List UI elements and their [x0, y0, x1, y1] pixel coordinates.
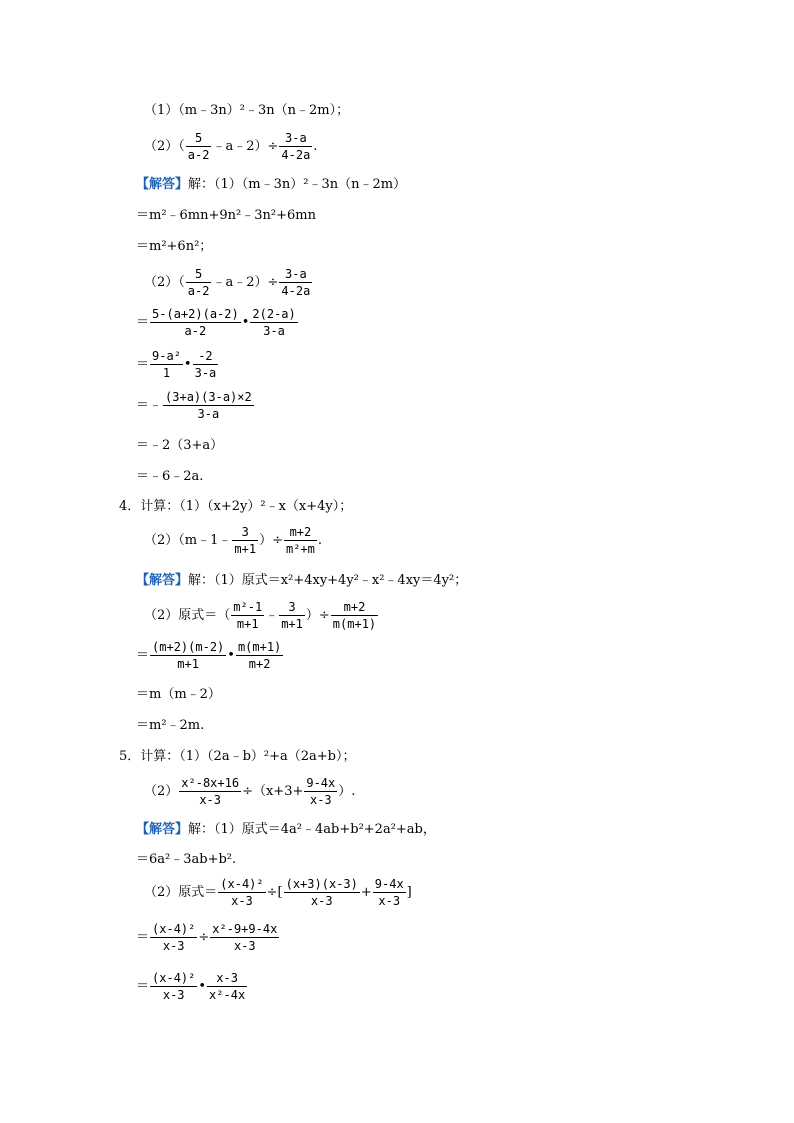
answer-tag: 【解答】: [136, 822, 189, 837]
answer-tag: 【解答】: [136, 177, 189, 192]
p3-step: ＝﹣ (3+a)(3-a)×2 3-a: [136, 390, 252, 421]
p3-question-2: （2）（ 5 a-2 ﹣a﹣2）÷ $\frac{3-a}{4-2a}$ .: [144, 131, 318, 162]
p5-step: ＝ (x-4)² x-3 • x-3 x²-4x: [136, 971, 246, 1002]
fraction: 9-a² 1: [152, 349, 181, 380]
p4-answer-line: 【解答】 解：（1）原式＝x²+4xy+4y²﹣x²﹣4xy＝4y²；: [136, 573, 468, 588]
fraction: 3 m+1: [234, 525, 257, 556]
fraction: (x+3)(x-3) x-3: [285, 877, 358, 908]
p3-step: ＝m²﹣6mn+9n²﹣3n²+6mn: [136, 208, 316, 223]
p3-restate-2: （2）（ 5 a-2 ﹣a﹣2）÷ $\frac{3-a}{4-2a}$: [144, 267, 311, 298]
p5-answer-line: 【解答】 解：（1）原式＝4a²﹣4ab+b²+2a²+ab，: [136, 822, 436, 837]
fraction: 5-(a+2)(a-2) a-2: [152, 307, 239, 338]
fraction: $\frac{9-4x}{x-3}$: [306, 776, 336, 807]
p3-step: ＝﹣2（3+a）: [136, 438, 224, 453]
fraction: $\frac{\text{(x-4)²}}{x-3}$: [220, 877, 264, 908]
p4-question-1: 4．计算：（1）（x+2y）²﹣x（x+4y）；: [119, 499, 353, 514]
fraction: $\frac{\text{x²-8x+16}}{x-3}$: [181, 776, 240, 807]
fraction: (x-4)² x-3: [152, 971, 196, 1002]
p5-restate-2: （2）原式＝ $\frac{\text{(x-4)²}}{x-3}$ ÷[ (x+3)(x-3) x-3 + $\frac{9-4x}{x-3}$ ]: [144, 877, 412, 908]
p3-step: ＝﹣6﹣2a.: [136, 469, 204, 484]
fraction: m²-1 m+1: [233, 600, 263, 631]
p4-step: ＝m²﹣2m.: [136, 718, 205, 733]
fraction: $\frac{\text{(x-4)²}}{x-3}$: [152, 922, 196, 953]
fraction: x-3 x²-4x: [209, 971, 246, 1002]
p5-step: ＝6a²﹣3ab+b².: [136, 852, 237, 867]
fraction: 5 a-2: [187, 267, 210, 298]
fraction: 2(2-a) 3-a: [252, 307, 296, 338]
fraction: $\frac{\text{x²-9+9-4x}}{x-3}$: [212, 922, 278, 953]
fraction: (3+a)(3-a)×2 3-a: [165, 390, 252, 421]
p3-step: ＝ 9-a² 1 • -2 3-a: [136, 349, 217, 380]
fraction: -2 3-a: [194, 349, 217, 380]
answer-tag: 【解答】: [136, 573, 189, 588]
fraction: m(m+1) m+2: [237, 640, 282, 671]
p3-step: ＝m²+6n²；: [136, 239, 213, 254]
p4-question-2: （2）（m﹣1﹣ 3 m+1 ）÷ $\frac{m+2}{\text{m²+m}}$ .: [144, 525, 323, 556]
p5-step: ＝ $\frac{\text{(x-4)²}}{x-3}$ ÷ $\frac{\text{x²-9+9-4x}}{x-3}$: [136, 922, 278, 953]
fraction: (m+2)(m-2) m+1: [152, 640, 225, 671]
fraction: $\frac{3-a}{4-2a}$: [281, 131, 311, 162]
fraction: $\frac{m+2}{m(m+1)}$: [332, 600, 377, 631]
p5-question-2: （2） $\frac{\text{x²-8x+16}}{x-3}$ ÷（x+3+ $\frac{9-4x}{x-3}$ ）.: [144, 776, 356, 807]
fraction: 3 m+1: [281, 600, 303, 631]
p4-restate-2: （2）原式＝（ m²-1 m+1 ﹣ 3 m+1 ）÷ $\frac{m+2}{m(m+1)}$: [144, 600, 377, 631]
p4-step: ＝ (m+2)(m-2) m+1 • m(m+1) m+2: [136, 640, 282, 671]
p3-answer-line: 【解答】 解：（1）（m﹣3n）²﹣3n（n﹣2m）: [136, 177, 407, 192]
fraction: $\frac{3-a}{4-2a}$: [281, 267, 311, 298]
p3-step: ＝ 5-(a+2)(a-2) a-2 • 2(2-a) 3-a: [136, 307, 296, 338]
p3-question-1: （1）（m﹣3n）²﹣3n（n﹣2m）；: [144, 103, 350, 118]
p5-question-1: 5．计算：（1）（2a﹣b）²+a（2a+b）；: [119, 749, 356, 764]
fraction: 5 a-2: [187, 131, 210, 162]
fraction: $\frac{m+2}{\text{m²+m}}$: [285, 525, 315, 556]
fraction: $\frac{9-4x}{x-3}$: [374, 877, 404, 908]
p4-step: ＝m（m﹣2）: [136, 687, 221, 702]
